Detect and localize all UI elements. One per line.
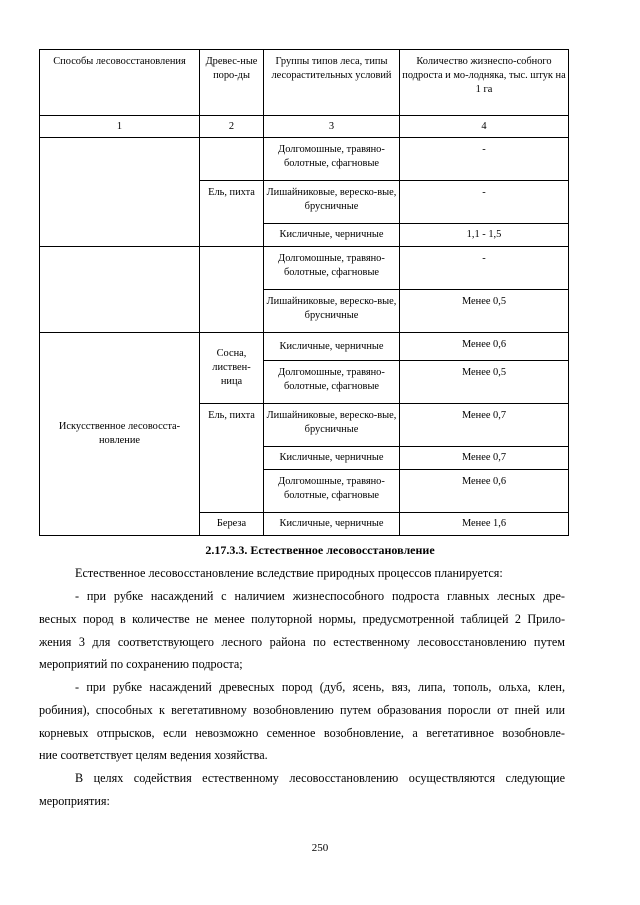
amount-cell: - <box>400 181 569 224</box>
forest-type-cell: Лишайниковые, вереско-вые, брусничные <box>264 404 400 447</box>
amount-cell: - <box>400 138 569 181</box>
amount-cell: Менее 0,6 <box>400 470 569 513</box>
header-forest-types: Группы типов леса, типы лесорастительных условий <box>264 50 400 116</box>
table-row <box>40 138 569 181</box>
forest-type-cell: Кисличные, черничные <box>264 513 400 536</box>
header-amount: Количество жизнеспо-собного подроста и мо-лодняка, тыс. штук на 1 га <box>400 50 569 116</box>
empty-cell <box>200 247 264 333</box>
page-number: 250 <box>311 842 329 854</box>
forest-type-cell: Долгомошные, травяно-болотные, сфагновые <box>264 138 400 181</box>
forest-type-cell: Долгомошные, травяно-болотные, сфагновые <box>264 361 400 404</box>
amount-cell: Менее 0,5 <box>400 361 569 404</box>
column-number: 2 <box>200 116 264 138</box>
section-body <box>75 562 565 585</box>
paragraph-line: робиния), способных к вегетативному возобновлению путем образования поросли от пней или <box>39 703 565 717</box>
forest-type-cell: Долгомошные, травяно-болотные, сфагновые <box>264 247 400 290</box>
forest-type-cell: Кисличные, черничные <box>264 224 400 247</box>
paragraph-line: корневых отпрысков, если невозможно семенное возобновление, а вегетативное возобновле- <box>39 725 565 740</box>
paragraph-line: ние соответствует целям ведения хозяйства. <box>39 748 268 763</box>
paragraph-continuation <box>39 790 565 813</box>
species-cell: Сосна, листвен-ница <box>200 333 264 404</box>
amount-cell: Менее 0,5 <box>400 290 569 333</box>
column-number: 4 <box>400 116 569 138</box>
paragraph-continuation <box>39 608 565 676</box>
amount-cell: Менее 1,6 <box>400 513 569 536</box>
paragraph-line: В целях содействия естественному лесовосстановлению осуществляются следующие <box>75 771 565 785</box>
header-methods: Способы лесовосстановления <box>40 50 200 116</box>
paragraph-line: мероприятий по сохранению подроста; <box>39 657 243 672</box>
paragraph-line: - при рубке насаждений древесных пород (дуб, ясень, вяз, липа, тополь, ольха, клен, <box>75 680 565 694</box>
amount-cell: Менее 0,6 <box>400 333 569 361</box>
species-cell: Береза <box>200 513 264 536</box>
paragraph-line: жения 3 для соответствующего лесного района по естественному лесовосстановлению путем <box>39 634 565 649</box>
paragraph-harvest-species <box>75 676 565 699</box>
forest-type-cell: Кисличные, черничные <box>264 333 400 361</box>
forest-type-cell: Лишайниковые, вереско-вые, брусничные <box>264 181 400 224</box>
forest-type-cell: Долгомошные, травяно-болотные, сфагновые <box>264 470 400 513</box>
paragraph-continuation <box>39 699 565 767</box>
species-cell: Ель, пихта <box>200 404 264 513</box>
forest-regeneration-table <box>39 49 569 536</box>
paragraph-line: весных пород в количестве не менее полуторной нормы, предусмотренной таблицей 2 Прило- <box>39 612 565 626</box>
column-number: 3 <box>264 116 400 138</box>
section-heading: 2.17.3.3. Естественное лесовосстановление <box>205 543 435 557</box>
table-header-row <box>40 50 569 116</box>
paragraph-harvest-undergrowth <box>75 585 565 608</box>
column-number: 1 <box>40 116 200 138</box>
amount-cell: 1,1 - 1,5 <box>400 224 569 247</box>
method-cell: Искусственное лесовосста-новление <box>40 333 200 536</box>
paragraph-line: - при рубке насаждений с наличием жизнеспособного подроста главных лесных дре- <box>75 589 565 603</box>
amount-cell: Менее 0,7 <box>400 447 569 470</box>
paragraph-line: мероприятия: <box>39 794 110 808</box>
amount-cell: - <box>400 247 569 290</box>
species-cell: Ель, пихта <box>200 181 264 247</box>
forest-type-cell: Кисличные, черничные <box>264 447 400 470</box>
header-species: Древес-ные поро-ды <box>200 50 264 116</box>
table-row <box>40 333 569 361</box>
table-row <box>40 247 569 290</box>
empty-cell <box>200 138 264 181</box>
amount-cell: Менее 0,7 <box>400 404 569 447</box>
paragraph-measures <box>75 767 565 790</box>
table-number-row <box>40 116 569 138</box>
paragraph-line: Естественное лесовосстановление вследствие природных процессов планируется: <box>75 566 503 580</box>
empty-cell <box>40 247 200 333</box>
empty-cell <box>40 138 200 247</box>
forest-type-cell: Лишайниковые, вереско-вые, брусничные <box>264 290 400 333</box>
